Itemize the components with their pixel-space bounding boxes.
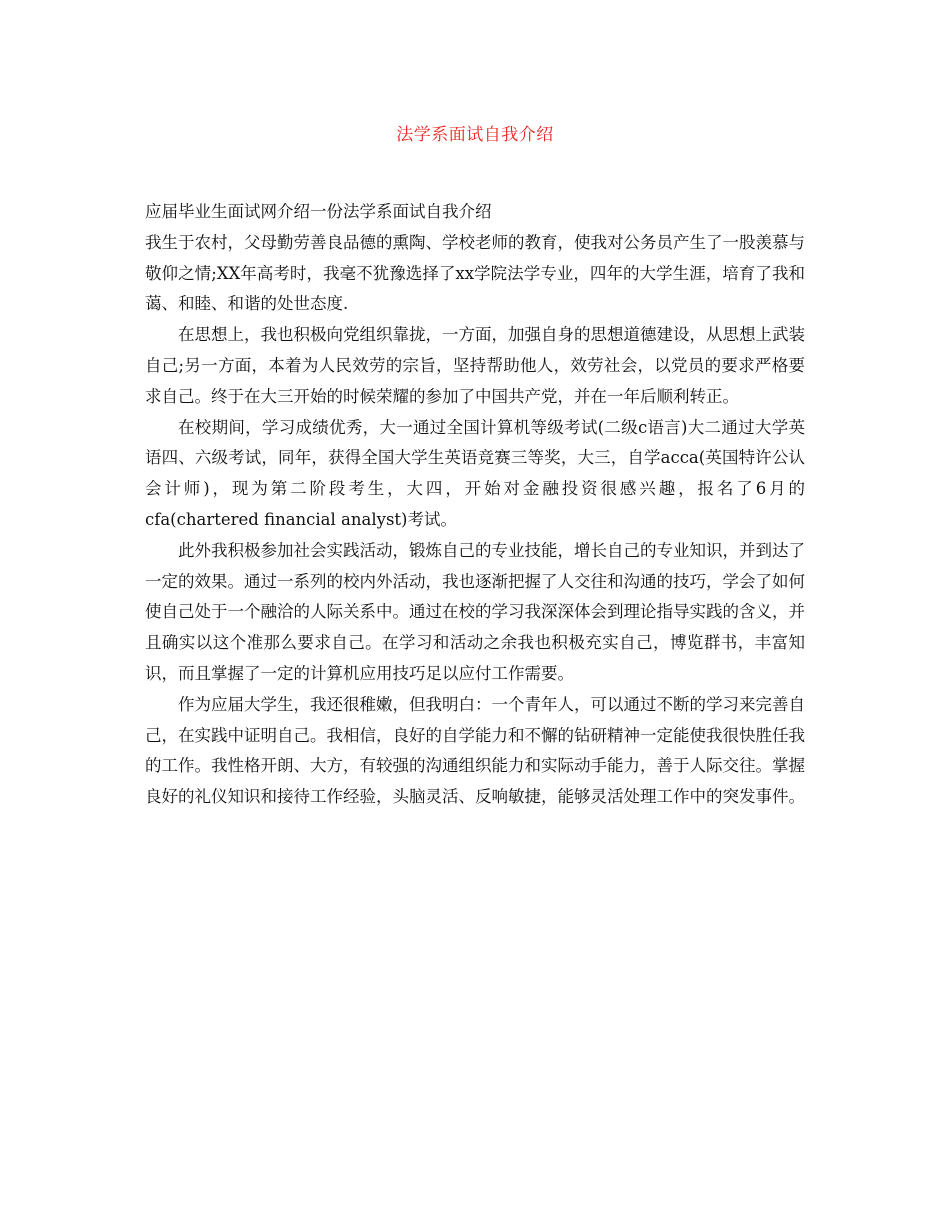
paragraph-academics: 在校期间，学习成绩优秀，大一通过全国计算机等级考试(二级c语言)大二通过大学英语四、六级考试，同年，获得全国大学生英语竞赛三等奖，大三，自学acca(英国特许公认会计师)，现为第二阶段考生，大四，开始对金融投资很感兴趣，报名了6月的cfa(chartered financial analyst)考试。 <box>145 417 805 529</box>
paragraph-self-assessment: 作为应届大学生，我还很稚嫩，但我明白：一个青年人，可以通过不断的学习来完善自己，在实践中证明自己。我相信，良好的自学能力和不懈的钻研精神一定能使我很快胜任我的工作。我性格开朗、大方，有较强的沟通组织能力和实际动手能力，善于人际交往。掌握良好的礼仪知识和接待工作经验，头脑灵活、反响敏捷，能够灵活处理工作中的突发事件。 <box>145 694 805 807</box>
paragraph-ideology: 在思想上，我也积极向党组织靠拢，一方面，加强自身的思想道德建设，从思想上武装自己;另一方面，本着为人民效劳的宗旨，坚持帮助他人，效劳社会，以党员的要求严格要求自己。终于在大三开始的时候荣耀的参加了中国共产党，并在一年后顺利转正。 <box>145 325 805 406</box>
paragraph-background: 我生于农村，父母勤劳善良品德的熏陶、学校老师的教育，使我对公务员产生了一股羡慕与敬仰之情;XX年高考时，我毫不犹豫选择了xx学院法学专业，四年的大学生涯，培育了我和蔼、和睦、和谐的处世态度. <box>145 232 805 314</box>
document-body <box>145 197 805 813</box>
paragraph-social-practice: 此外我积极参加社会实践活动，锻炼自己的专业技能，增长自己的专业知识，并到达了一定的效果。通过一系列的校内外活动，我也逐渐把握了人交往和沟通的技巧，学会了如何使自己处于一个融洽的人际关系中。通过在校的学习我深深体会到理论指导实践的含义，并且确实以这个准那么要求自己。在学习和活动之余我也积极充实自己，博览群书，丰富知识，而且掌握了一定的计算机应用技巧足以应付工作需要。 <box>145 540 805 683</box>
document-title: 法学系面试自我介绍 <box>396 125 554 145</box>
intro-line: 应届毕业生面试网介绍一份法学系面试自我介绍 <box>145 202 492 221</box>
